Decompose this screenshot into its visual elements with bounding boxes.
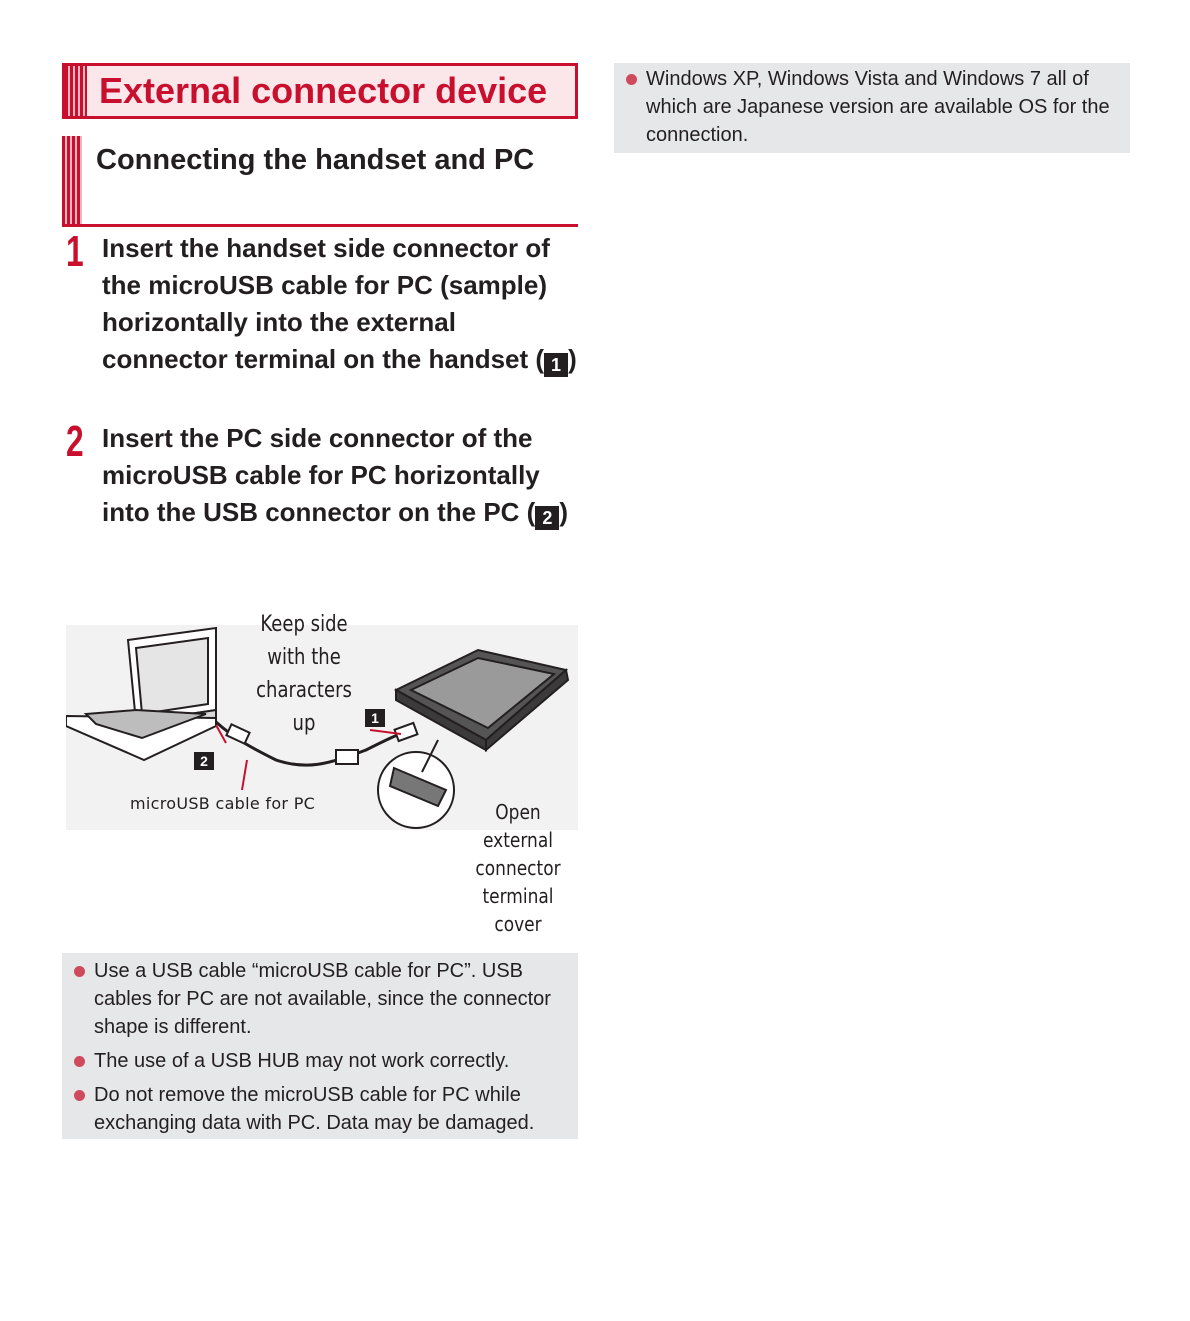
marker-badge: 2 bbox=[535, 506, 559, 530]
note-item: The use of a USB HUB may not work correctly. bbox=[62, 1047, 578, 1075]
sub-title-bar bbox=[62, 136, 82, 224]
bullet-icon bbox=[626, 74, 637, 85]
section-title bbox=[62, 63, 578, 119]
section-title-bar bbox=[65, 66, 87, 116]
section-title-text: External connector device bbox=[99, 70, 548, 111]
ferrite-core bbox=[336, 750, 358, 764]
sub-title-text: Connecting the handset and PC bbox=[96, 144, 535, 176]
open-cover-label: Open external connector terminal cover bbox=[475, 800, 561, 936]
step-text: Insert the PC side connector of the microUSB cable for PC horizontally into the USB connector on the PC ( 2 ) bbox=[102, 423, 569, 528]
note-item: Use a USB cable “microUSB cable for PC”. USB cables for PC are not available, since the connector shape is different. bbox=[62, 957, 578, 1041]
cable-label: microUSB cable for PC bbox=[130, 794, 316, 813]
bullet-icon bbox=[74, 1090, 85, 1101]
step-text: Insert the handset side connector of the microUSB cable for PC (sample) horizontally into the external connector terminal on the handset ( 1 ) bbox=[102, 233, 577, 375]
step-number: 1 bbox=[66, 227, 84, 276]
step-number: 2 bbox=[66, 417, 84, 466]
sub-title bbox=[62, 136, 578, 227]
connection-illustration bbox=[66, 600, 578, 936]
keep-side-label: Keep side with the characters up bbox=[256, 612, 352, 736]
notes-box bbox=[62, 953, 578, 1139]
bullet-icon bbox=[74, 1056, 85, 1067]
marker-1: 1 bbox=[365, 709, 385, 727]
note-item: Do not remove the microUSB cable for PC while exchanging data with PC. Data may be damaged. bbox=[62, 1081, 578, 1137]
step-2 bbox=[62, 417, 582, 570]
marker-2: 2 bbox=[194, 752, 214, 770]
step-1 bbox=[62, 227, 582, 415]
note-item: Windows XP, Windows Vista and Windows 7 all of which are Japanese version are available OS for the connection. bbox=[614, 65, 1130, 149]
bullet-icon bbox=[74, 966, 85, 977]
marker-badge: 1 bbox=[544, 353, 568, 377]
os-note-box bbox=[614, 63, 1130, 153]
